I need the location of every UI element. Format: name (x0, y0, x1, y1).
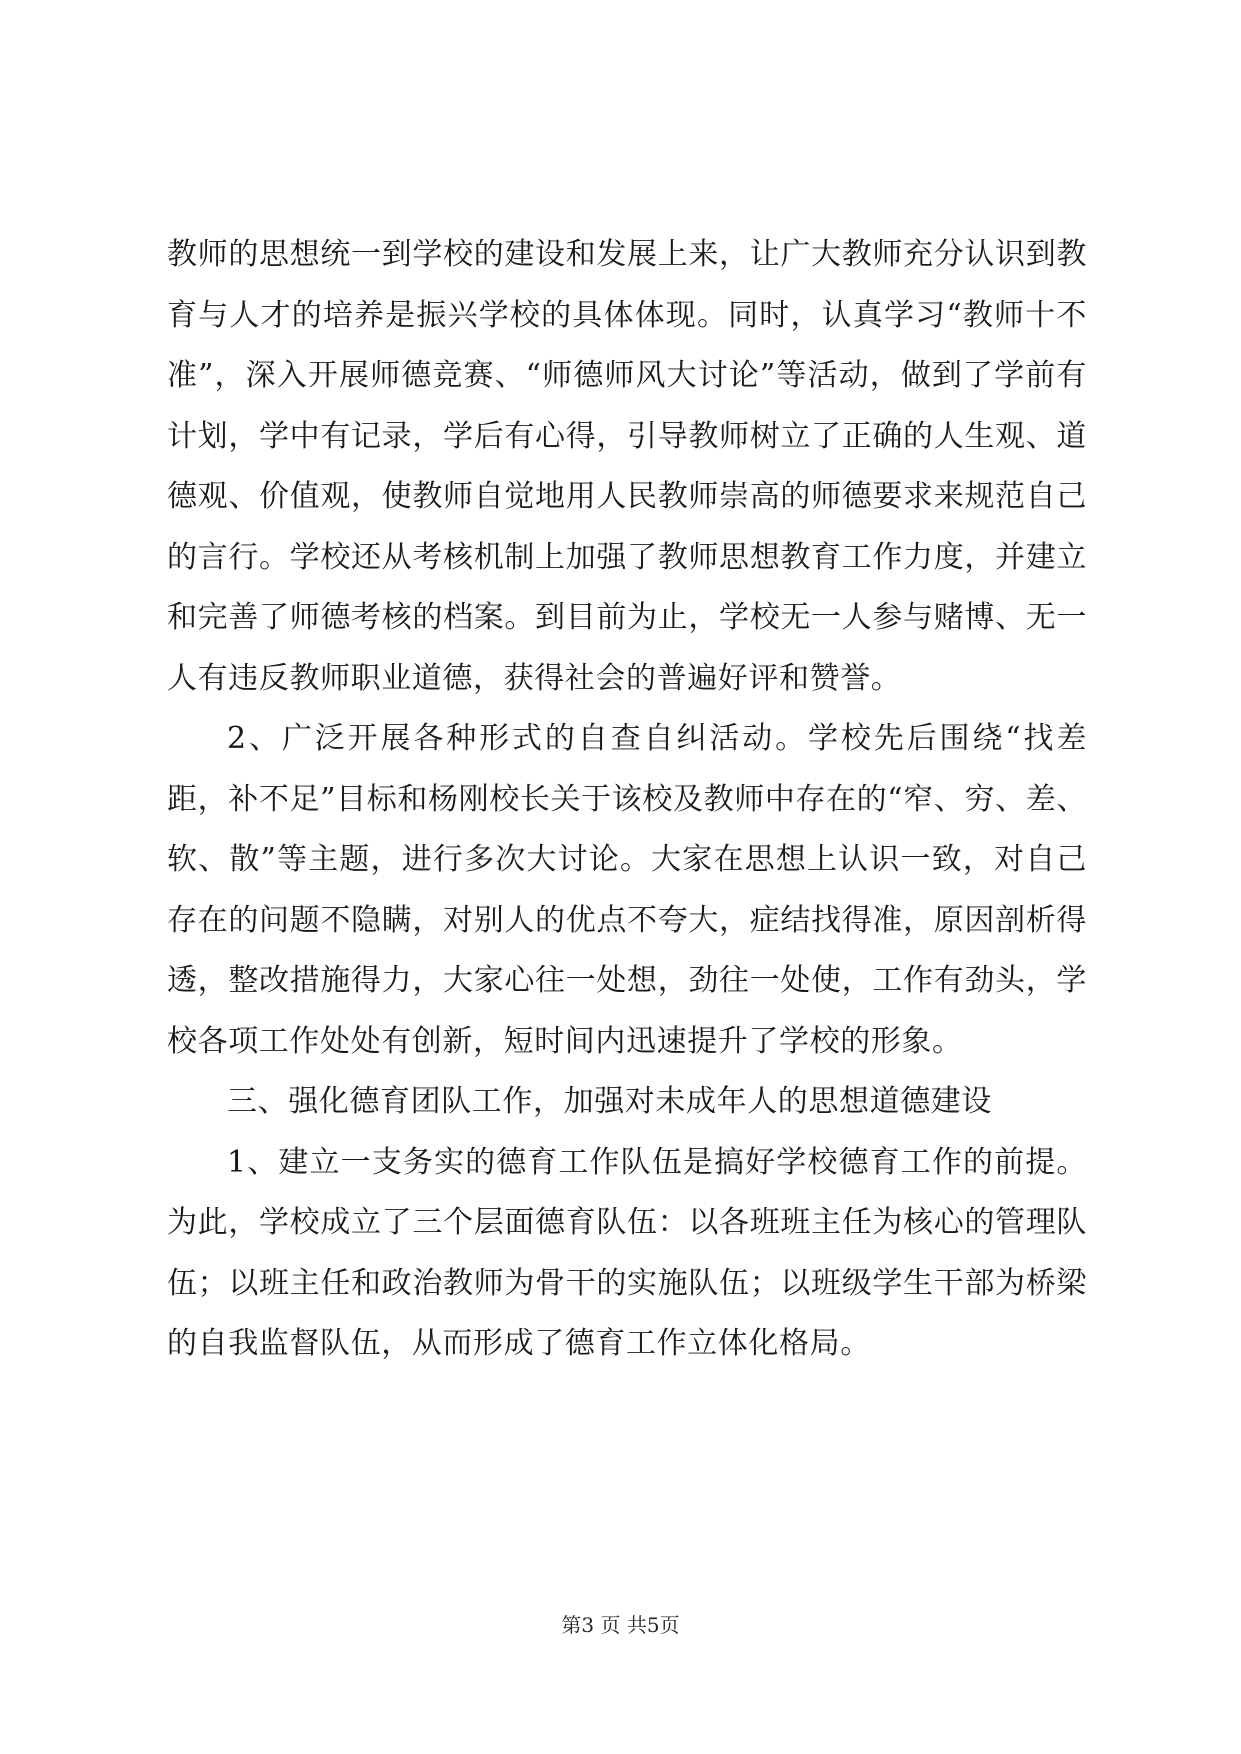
document-body (167, 225, 1087, 1375)
footer-total-prefix: 共 (626, 1613, 647, 1637)
paragraph-3: 1、建立一支务实的德育工作队伍是搞好学校德育工作的前提。为此，学校成立了三个层面德育队伍：以各班班主任为核心的管理队伍；以班主任和政治教师为骨干的实施队伍；以班级学生干部为桥梁的自我监督队伍，从而形成了德育工作立体化格局。 (167, 1144, 1087, 1361)
paragraph-2: 2、广泛开展各种形式的自查自纠活动。学校先后围绕“找差距，补不足”目标和杨刚校长关于该校及教师中存在的“窄、穷、差、软、散”等主题，进行多次大讨论。大家在思想上认识一致，对自己存在的问题不隐瞒，对别人的优点不夸大，症结找得准，原因剖析得透，整改措施得力，大家心往一处想，劲往一处使，工作有劲头，学校各项工作处处有创新，短时间内迅速提升了学校的形象。 (167, 721, 1087, 1059)
footer-page-prefix: 第 (561, 1613, 582, 1637)
footer-total-suffix: 页 (659, 1613, 680, 1637)
footer-total-pages: 5 (646, 1613, 660, 1637)
paragraph-1: 教师的思想统一到学校的建设和发展上来，让广大教师充分认识到教育与人才的培养是振兴学校的具体体现。同时，认真学习“教师十不准”，深入开展师德竞赛、“师德师风大讨论”等活动，做到了学前有计划，学中有记录，学后有心得，引导教师树立了正确的人生观、道德观、价值观，使教师自觉地用人民教师崇高的师德要求来规范自己的言行。学校还从考核机制上加强了教师思想教育工作力度，并建立和完善了师德考核的档案。到目前为止，学校无一人参与赌博、无一人有违反教师职业道德，获得社会的普遍好评和赞誉。 (167, 237, 1087, 696)
section-heading: 三、强化德育团队工作，加强对未成年人的思想道德建设 (227, 1084, 992, 1119)
footer-page-suffix: 页 (600, 1613, 621, 1637)
page-footer (0, 1611, 1241, 1639)
footer-page-number: 3 (581, 1613, 595, 1637)
